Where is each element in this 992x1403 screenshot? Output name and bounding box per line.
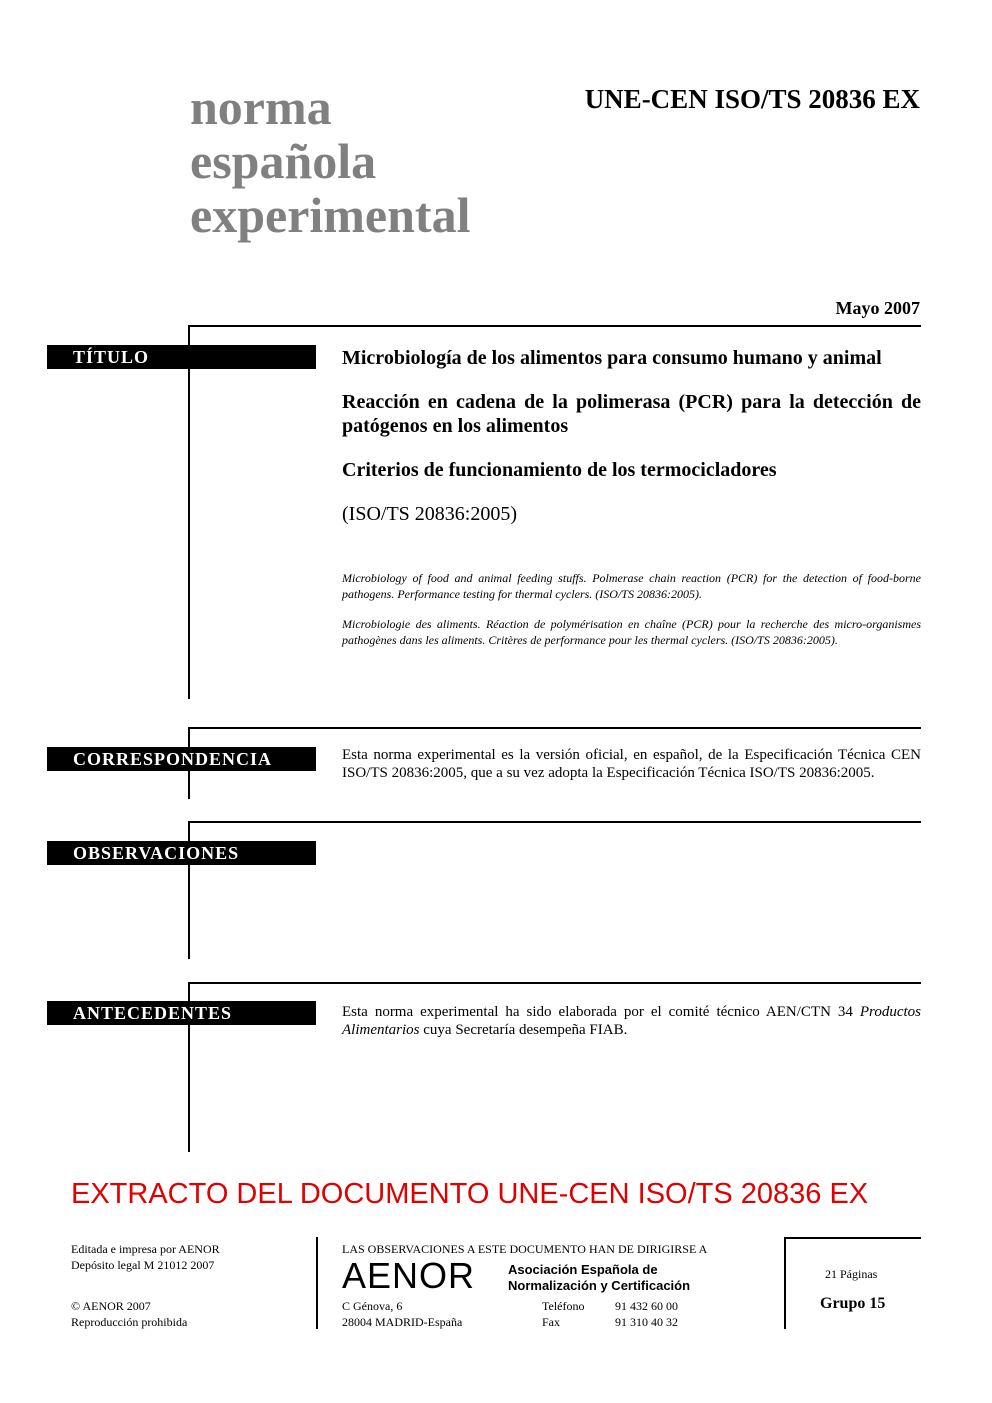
titulo-content [342, 346, 921, 662]
price-group: Grupo 15 [820, 1295, 886, 1312]
aenor-name-line-1: Asociación Española de [508, 1262, 658, 1277]
document-type-title [190, 80, 470, 242]
section-label-observaciones: OBSERVACIONES [47, 841, 316, 865]
iso-reference: (ISO/TS 20836:2005) [342, 503, 517, 525]
footer-copyright: © AENOR 2007 [71, 1299, 151, 1313]
fax-number: 91 310 40 32 [615, 1315, 678, 1329]
phone-label: Teléfono [542, 1299, 585, 1313]
footer-separator [316, 1237, 318, 1329]
footer-box-top [784, 1237, 921, 1239]
fax-label: Fax [542, 1315, 560, 1329]
phone-number: 91 432 60 00 [615, 1299, 678, 1313]
aenor-full-name [508, 1262, 690, 1294]
title-line-3: Criterios de funcionamiento de los termocicladores [342, 459, 777, 481]
title-line-2: Reacción en cadena de la polimerasa (PCR) para la detección de patógenos en los alimentos [342, 391, 921, 437]
english-title: Microbiology of food and animal feeding stuffs. Polmerase chain reaction (PCR) for the detection of food-borne pathogens. Performance testing for thermal cyclers. (ISO/TS 20836:2005). [342, 571, 921, 601]
antecedentes-text-start: Esta norma experimental ha sido elaborada por el comité técnico AEN/CTN 34 [342, 1004, 860, 1020]
footer-deposit: Depósito legal M 21012 2007 [71, 1258, 215, 1272]
observations-notice: LAS OBSERVACIONES A ESTE DOCUMENTO HAN DE DIRIGIRSE A [342, 1242, 708, 1256]
section-divider [190, 325, 921, 327]
standard-code: UNE-CEN ISO/TS 20836 EX [584, 84, 920, 114]
title-line-1: Microbiología de los alimentos para consumo humano y animal [342, 347, 882, 369]
brand-line-2: española [190, 133, 377, 189]
antecedentes-text [342, 1003, 921, 1039]
french-title: Microbiologie des aliments. Réaction de polymérisation en chaîne (PCR) pour la recherche des micro-organismes pathogènes dans les aliments. Critères de performance pour les thermal cyclers. (ISO/TS 20836:2005). [342, 617, 921, 647]
section-divider [190, 821, 921, 823]
aenor-name-line-2: Normalización y Certificación [508, 1278, 691, 1293]
footer-reproduction: Reproducción prohibida [71, 1315, 188, 1329]
aenor-logo: AENOR [342, 1255, 476, 1296]
footer-edited: Editada e impresa por AENOR [71, 1242, 220, 1256]
address-line-1: C Génova, 6 [342, 1299, 403, 1313]
address-line-2: 28004 MADRID-España [342, 1315, 463, 1329]
section-divider [190, 982, 921, 984]
antecedentes-text-end: cuya Secretaría desempeña FIAB. [419, 1022, 628, 1038]
section-label-titulo: TÍTULO [47, 345, 316, 369]
section-rule [188, 325, 190, 699]
publication-date: Mayo 2007 [835, 298, 920, 318]
correspondencia-text: Esta norma experimental es la versión oficial, en español, de la Especificación Técnica CEN ISO/TS 20836:2005, que a su vez adopta la Especificación Técnica ISO/TS 20836:2005. [342, 747, 921, 781]
section-divider [190, 727, 921, 729]
brand-line-3: experimental [190, 187, 471, 243]
section-label-correspondencia: CORRESPONDENCIA [47, 747, 316, 771]
section-label-antecedentes: ANTECEDENTES [47, 1001, 316, 1025]
extract-banner: EXTRACTO DEL DOCUMENTO UNE-CEN ISO/TS 20836 EX [71, 1178, 869, 1210]
page-count: 21 Páginas [825, 1267, 878, 1281]
brand-line-1: norma [190, 79, 332, 135]
footer-box-rule [784, 1237, 786, 1329]
committee-name: Productos Alimentarios [342, 1004, 921, 1038]
